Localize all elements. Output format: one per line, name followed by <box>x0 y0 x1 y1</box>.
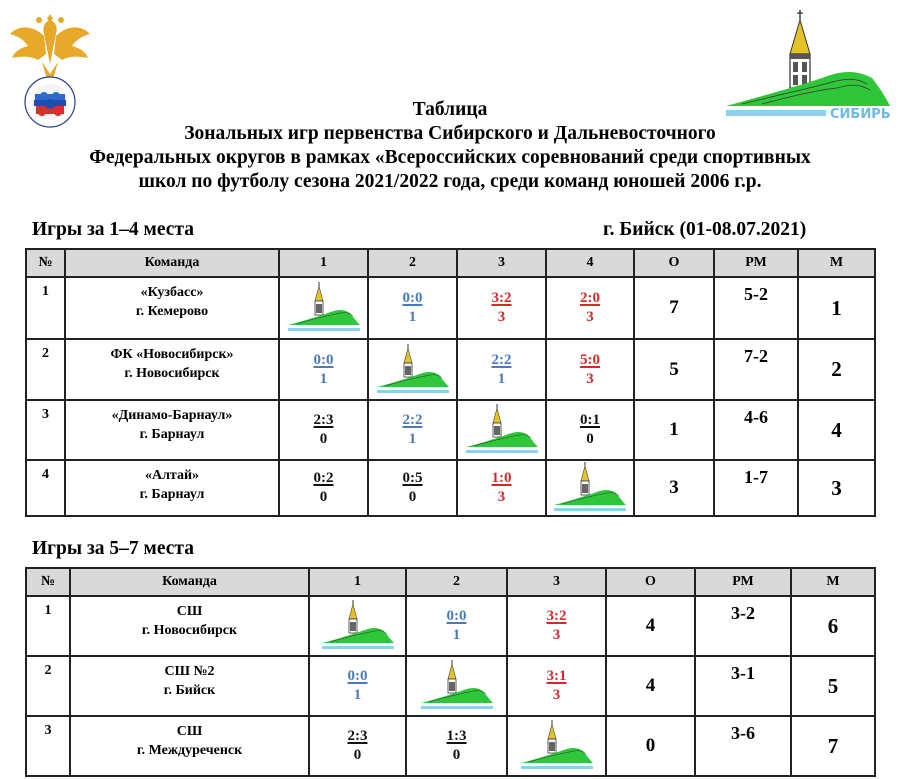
document-title <box>0 98 900 194</box>
match-points: 0 <box>319 431 328 447</box>
column-header: 3 <box>457 249 546 277</box>
final-place: 6 <box>791 596 875 656</box>
match-score: 0:2 <box>313 470 334 486</box>
final-place: 7 <box>791 716 875 776</box>
match-result-cell <box>279 339 368 400</box>
self-match-cell <box>368 339 457 400</box>
row-number: 2 <box>26 656 70 716</box>
match-points: 3 <box>552 627 561 643</box>
row-number: 3 <box>26 400 65 460</box>
title-line-3: Федеральных округов в рамках «Всероссийских соревнований среди спортивных <box>89 147 811 168</box>
match-points: 0 <box>353 747 362 763</box>
team-name: СШ <box>176 604 203 619</box>
table-header-row <box>26 568 875 596</box>
table-row <box>26 460 875 516</box>
match-result-cell <box>368 400 457 460</box>
column-header: Команда <box>65 249 279 277</box>
row-number: 4 <box>26 460 65 516</box>
column-header: 1 <box>279 249 368 277</box>
match-result-cell <box>368 460 457 516</box>
row-number: 1 <box>26 277 65 339</box>
match-score: 1:0 <box>491 470 512 486</box>
match-score: 2:3 <box>347 728 368 744</box>
siberia-logo-caption: СИБИРЬ <box>830 107 891 122</box>
match-score: 3:2 <box>546 608 567 624</box>
match-points: 0 <box>319 489 328 505</box>
match-score: 5:0 <box>580 351 600 368</box>
table2-section-title: Игры за 5–7 места <box>32 538 194 559</box>
table1-location-dates: г. Бийск (01-08.07.2021) <box>603 219 807 240</box>
self-match-logo-icon <box>519 719 595 773</box>
match-result-cell <box>546 400 634 460</box>
self-match-logo-icon <box>464 403 540 457</box>
row-number: 3 <box>26 716 70 776</box>
match-result-cell <box>457 460 546 516</box>
team-city: г. Барнаул <box>139 487 205 502</box>
match-points: 3 <box>586 309 594 325</box>
self-match-logo-icon <box>552 461 628 515</box>
match-score: 3:2 <box>491 290 512 306</box>
column-header: О <box>606 568 695 596</box>
column-header: О <box>634 249 714 277</box>
match-result-cell <box>406 716 507 776</box>
total-points: 7 <box>634 277 714 339</box>
match-points: 3 <box>586 370 594 387</box>
team-cell <box>65 339 279 400</box>
column-header: 3 <box>507 568 606 596</box>
match-result-cell <box>279 460 368 516</box>
table-row <box>26 277 875 339</box>
match-result-cell <box>546 277 634 339</box>
team-city: г. Новосибирск <box>124 366 220 381</box>
match-result-cell <box>368 277 457 339</box>
total-points: 1 <box>634 400 714 460</box>
total-points: 4 <box>606 656 695 716</box>
match-score: 3:1 <box>546 668 567 684</box>
final-place: 2 <box>798 339 875 400</box>
team-cell <box>65 460 279 516</box>
table-row <box>26 656 875 716</box>
self-match-logo-icon <box>320 599 396 653</box>
match-score: 1:3 <box>446 728 467 744</box>
match-points: 1 <box>319 370 328 387</box>
goal-difference: 4-6 <box>714 400 798 460</box>
column-header: 2 <box>368 249 457 277</box>
team-city: г. Междуреченск <box>136 743 243 758</box>
match-points: 1 <box>353 687 362 703</box>
match-points: 1 <box>452 627 461 643</box>
self-match-logo-icon <box>286 281 362 335</box>
title-line-4: школ по футболу сезона 2021/2022 года, среди команд юношей 2006 г.р. <box>138 171 762 192</box>
column-header: М <box>798 249 875 277</box>
self-match-cell <box>406 656 507 716</box>
column-header: М <box>791 568 875 596</box>
team-name: «Динамо-Барнаул» <box>111 408 233 423</box>
column-header: № <box>26 249 65 277</box>
match-score: 2:2 <box>491 351 512 368</box>
table-row <box>26 596 875 656</box>
match-points: 0 <box>586 431 594 447</box>
match-result-cell <box>406 596 507 656</box>
team-name: ФК «Новосибирск» <box>110 347 234 362</box>
final-place: 4 <box>798 400 875 460</box>
team-cell <box>70 656 309 716</box>
total-points: 3 <box>634 460 714 516</box>
total-points: 0 <box>606 716 695 776</box>
match-score: 0:0 <box>313 351 334 368</box>
match-points: 0 <box>408 489 417 505</box>
team-city: г. Барнаул <box>139 427 205 442</box>
match-result-cell <box>457 277 546 339</box>
self-match-cell <box>457 400 546 460</box>
title-line-1: Таблица <box>412 99 488 120</box>
match-score: 2:3 <box>313 412 334 428</box>
column-header: Команда <box>70 568 309 596</box>
goal-difference: 3-1 <box>695 656 791 716</box>
table-row <box>26 339 875 400</box>
team-cell <box>65 400 279 460</box>
match-result-cell <box>507 596 606 656</box>
title-line-2: Зональных игр первенства Сибирского и Дальневосточного <box>184 123 716 144</box>
column-header: 2 <box>406 568 507 596</box>
match-points: 1 <box>497 370 506 387</box>
team-city: г. Бийск <box>163 683 216 698</box>
column-header: РМ <box>714 249 798 277</box>
team-city: г. Кемерово <box>135 304 209 319</box>
table1-section-title: Игры за 1–4 места <box>32 219 194 240</box>
goal-difference: 5-2 <box>714 277 798 339</box>
self-match-cell <box>507 716 606 776</box>
match-score: 0:5 <box>402 470 423 486</box>
team-name: «Кузбасс» <box>140 285 204 300</box>
match-score: 0:0 <box>402 290 423 306</box>
table-row <box>26 400 875 460</box>
team-name: СШ №2 <box>164 664 215 679</box>
final-place: 1 <box>798 277 875 339</box>
match-score: 2:2 <box>402 412 423 428</box>
final-place: 3 <box>798 460 875 516</box>
match-result-cell <box>507 656 606 716</box>
goal-difference: 3-6 <box>695 716 791 776</box>
match-result-cell <box>309 656 406 716</box>
match-score: 0:1 <box>580 412 600 428</box>
column-header: РМ <box>695 568 791 596</box>
table-row <box>26 716 875 776</box>
match-result-cell <box>279 400 368 460</box>
match-points: 3 <box>497 489 506 505</box>
row-number: 2 <box>26 339 65 400</box>
match-score: 2:0 <box>580 290 600 306</box>
match-points: 1 <box>408 431 417 447</box>
goal-difference: 1-7 <box>714 460 798 516</box>
match-points: 0 <box>452 747 461 763</box>
self-match-cell <box>546 460 634 516</box>
total-points: 4 <box>606 596 695 656</box>
standings-table-places-5-7 <box>25 567 876 777</box>
match-points: 1 <box>408 309 417 325</box>
team-name: «Алтай» <box>144 468 200 483</box>
match-points: 3 <box>552 687 561 703</box>
team-cell <box>65 277 279 339</box>
team-cell <box>70 596 309 656</box>
self-match-logo-icon <box>375 343 451 397</box>
match-score: 0:0 <box>347 668 368 684</box>
team-cell <box>70 716 309 776</box>
match-points: 3 <box>497 309 506 325</box>
row-number: 1 <box>26 596 70 656</box>
goal-difference: 7-2 <box>714 339 798 400</box>
team-name: СШ <box>176 724 203 739</box>
column-header: № <box>26 568 70 596</box>
team-city: г. Новосибирск <box>141 623 238 638</box>
final-place: 5 <box>791 656 875 716</box>
self-match-cell <box>309 596 406 656</box>
self-match-logo-icon <box>419 659 495 713</box>
self-match-cell <box>279 277 368 339</box>
table-header-row <box>26 249 875 277</box>
match-result-cell <box>457 339 546 400</box>
standings-table-places-1-4 <box>25 248 876 517</box>
match-score: 0:0 <box>446 608 467 624</box>
column-header: 4 <box>546 249 634 277</box>
match-result-cell <box>309 716 406 776</box>
match-result-cell <box>546 339 634 400</box>
column-header: 1 <box>309 568 406 596</box>
goal-difference: 3-2 <box>695 596 791 656</box>
total-points: 5 <box>634 339 714 400</box>
